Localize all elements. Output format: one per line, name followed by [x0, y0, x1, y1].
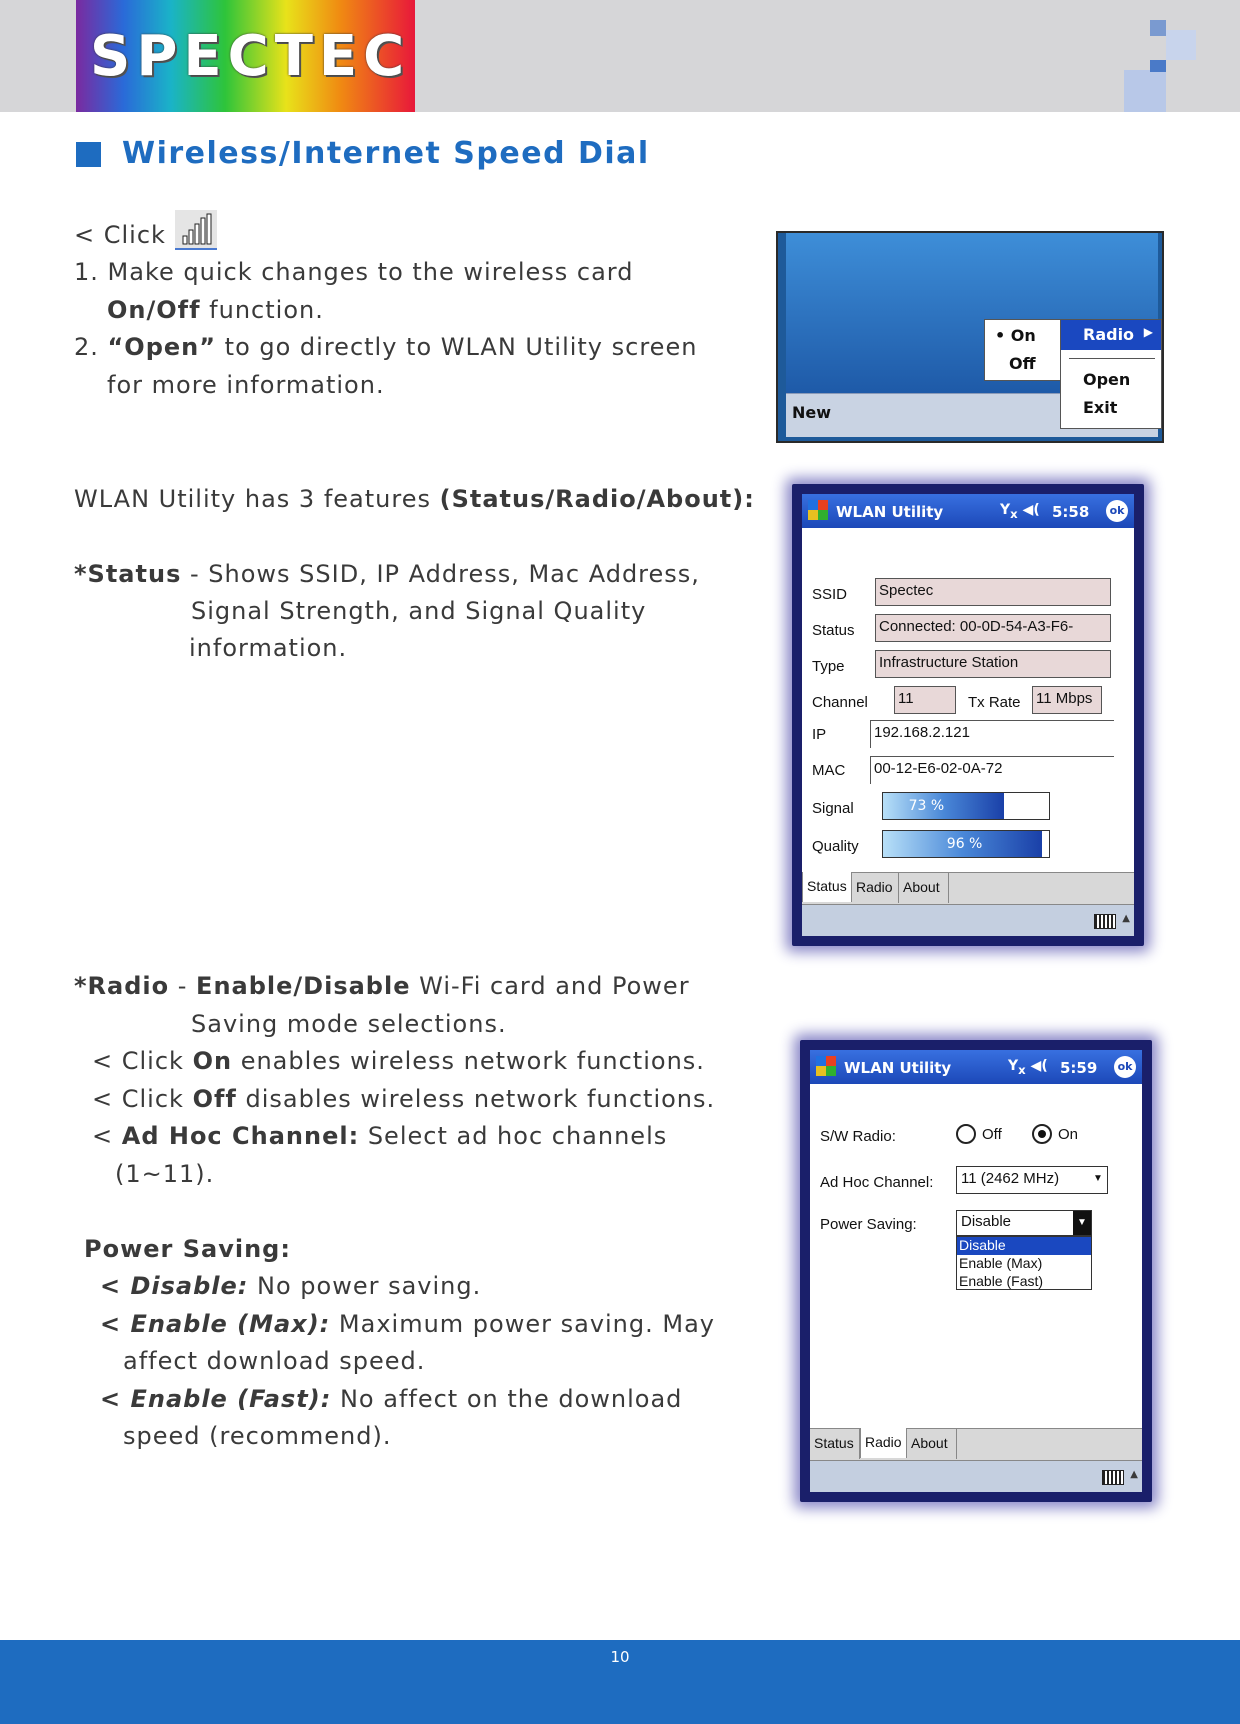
- status-screen-device: [792, 484, 1144, 946]
- windows-start-icon[interactable]: [816, 1056, 836, 1076]
- quality-bar-fill: 96 %: [883, 831, 1042, 857]
- radio-screen: [810, 1050, 1142, 1492]
- input-arrow-icon[interactable]: ▲: [1130, 1469, 1138, 1480]
- type-label: Type: [812, 658, 845, 675]
- tab-radio[interactable]: Radio: [860, 1428, 907, 1458]
- menu-exit[interactable]: Exit: [1083, 398, 1118, 417]
- power-max: [100, 1310, 715, 1338]
- intro-line2b: for more information.: [107, 371, 385, 399]
- tab-radio[interactable]: Radio: [852, 873, 899, 903]
- status-desc-line1: [74, 560, 700, 588]
- signal-icon: [175, 210, 217, 250]
- title-bar: [810, 1050, 1142, 1084]
- off-label: Off: [982, 1126, 1002, 1143]
- ssid-label: SSID: [812, 586, 848, 603]
- spectec-logo: [76, 0, 415, 112]
- radio-adhoc-line: [92, 1122, 667, 1150]
- features-text: WLAN Utility has 3 features: [74, 485, 440, 513]
- radio-desc-line1: [74, 972, 690, 1000]
- radio-off-line: [92, 1085, 715, 1113]
- power-saving-dropdown[interactable]: Disable ▼: [956, 1210, 1092, 1236]
- channel-field: 11: [894, 686, 956, 714]
- page-footer: [0, 1640, 1240, 1724]
- windows-start-icon[interactable]: [808, 500, 828, 520]
- radio-menu: [1060, 319, 1162, 429]
- sw-radio-label: S/W Radio:: [820, 1128, 896, 1145]
- connectivity-icon[interactable]: $Y_x$ ◀(: [1008, 1058, 1048, 1077]
- status-desc-line2: Signal Strength, and Signal Quality: [191, 597, 647, 625]
- radio-dash: -: [169, 972, 197, 1000]
- signal-label: Signal: [812, 800, 854, 817]
- option-enable-max[interactable]: Enable (Max): [959, 1255, 1043, 1271]
- max-rest: Maximum power saving. May: [330, 1310, 716, 1338]
- off-pre: < Click: [92, 1085, 193, 1113]
- ok-button[interactable]: ok: [1114, 1056, 1136, 1078]
- section-bullet: [76, 142, 101, 167]
- clock: 5:58: [1052, 503, 1090, 521]
- radio-label: *Radio: [74, 972, 170, 1000]
- radio-bold: Enable/Disable: [196, 972, 411, 1000]
- signal-bar-fill: 73 %: [883, 793, 1004, 819]
- on-rest: enables wireless network functions.: [232, 1047, 705, 1075]
- radio-screen-device: [800, 1040, 1152, 1502]
- app-title: WLAN Utility: [844, 1059, 952, 1077]
- power-disable: [100, 1272, 481, 1300]
- intro-line2: [74, 333, 697, 361]
- line2-rest: to go directly to WLAN Utility screen: [216, 333, 698, 361]
- chevron-down-icon: ▼: [1089, 1167, 1107, 1193]
- line2-num: 2.: [74, 333, 108, 361]
- input-arrow-icon[interactable]: ▲: [1122, 913, 1130, 924]
- adhoc-label: Ad Hoc Channel:: [820, 1174, 934, 1191]
- status-screen: [802, 494, 1134, 936]
- menu-open[interactable]: Open: [1083, 370, 1131, 389]
- option-disable[interactable]: Disable: [957, 1237, 1091, 1255]
- type-field: Infrastructure Station: [875, 650, 1111, 678]
- features-line: [74, 485, 755, 513]
- tab-status[interactable]: Status: [802, 872, 852, 902]
- menu-on[interactable]: • On: [995, 326, 1036, 345]
- page-number: 10: [610, 1648, 630, 1666]
- on-radio-button[interactable]: [1032, 1124, 1052, 1144]
- status-desc-line3: information.: [189, 634, 348, 662]
- txrate-field: 11 Mbps: [1032, 686, 1102, 714]
- features-bold: (Status/Radio/About):: [439, 485, 755, 513]
- keyboard-icon[interactable]: [1102, 1470, 1124, 1485]
- power-fast-line2: speed (recommend).: [123, 1422, 392, 1450]
- on-pre: < Click: [92, 1047, 193, 1075]
- status-l1: - Shows SSID, IP Address, Mac Address,: [181, 560, 700, 588]
- txrate-label: Tx Rate: [968, 694, 1021, 711]
- adhoc-rest: Select ad hoc channels: [359, 1122, 668, 1150]
- radio-on-line: [92, 1047, 705, 1075]
- quality-label: Quality: [812, 838, 859, 855]
- ip-label: IP: [812, 726, 827, 743]
- adhoc-bold: Ad Hoc Channel:: [121, 1122, 360, 1150]
- status-label: *Status: [74, 560, 182, 588]
- menu-off[interactable]: Off: [1009, 354, 1036, 373]
- deco-square: [1150, 60, 1166, 72]
- soft-key-bar: [810, 1460, 1142, 1492]
- on-label: On: [1058, 1126, 1079, 1143]
- onoff-rest: function.: [200, 296, 324, 324]
- tab-status[interactable]: Status: [810, 1429, 860, 1459]
- click-text: < Click: [74, 221, 166, 249]
- deco-square: [1150, 20, 1166, 36]
- radio-desc-line2: Saving mode selections.: [191, 1010, 507, 1038]
- off-radio-button[interactable]: [956, 1124, 976, 1144]
- adhoc-channel-dropdown[interactable]: 11 (2462 MHz) ▼: [956, 1166, 1108, 1194]
- section-title: Wireless/Internet Speed Dial: [122, 136, 650, 171]
- title-bar: [802, 494, 1134, 528]
- power-title: Power Saving:: [84, 1235, 291, 1263]
- power-fast: [100, 1385, 682, 1413]
- power-max-line2: affect download speed.: [123, 1347, 426, 1375]
- ssid-field: Spectec: [875, 578, 1111, 606]
- connectivity-icon[interactable]: $Y_x$ ◀(: [1000, 502, 1040, 521]
- ok-button[interactable]: ok: [1106, 500, 1128, 522]
- page-header: [0, 0, 1240, 112]
- mac-label: MAC: [812, 762, 846, 779]
- clock: 5:59: [1060, 1059, 1098, 1077]
- power-saving-options: [956, 1236, 1092, 1290]
- status-field: Connected: 00-0D-54-A3-F6-: [875, 614, 1111, 642]
- deco-square: [1166, 30, 1196, 60]
- keyboard-icon[interactable]: [1094, 914, 1116, 929]
- quality-bar: [882, 830, 1050, 858]
- power-saving-label: Power Saving:: [820, 1216, 917, 1233]
- fast-rest: No affect on the download: [331, 1385, 683, 1413]
- fast-bold: < Enable (Fast):: [100, 1385, 332, 1413]
- ip-field: 192.168.2.121: [870, 720, 1114, 748]
- new-softkey[interactable]: New: [792, 403, 832, 422]
- on-bold: On: [192, 1047, 233, 1075]
- onoff-menu: [984, 319, 1062, 381]
- app-title: WLAN Utility: [836, 503, 944, 521]
- radio-adhoc-line2: (1~11).: [115, 1160, 215, 1188]
- off-rest: disables wireless network functions.: [236, 1085, 716, 1113]
- status-label: Status: [812, 622, 855, 639]
- tab-about[interactable]: About: [899, 873, 949, 903]
- mac-field: 00-12-E6-02-0A-72: [870, 756, 1114, 784]
- soft-key-bar: [802, 904, 1134, 936]
- disable-bold: < Disable:: [100, 1272, 249, 1300]
- tab-strip: [810, 1428, 1142, 1460]
- channel-label: Channel: [812, 694, 868, 711]
- open-bold: “Open”: [107, 333, 217, 361]
- tab-strip: [802, 872, 1134, 904]
- intro-line1: 1. Make quick changes to the wireless card: [74, 258, 634, 286]
- logo-text: SPECTEC: [90, 24, 411, 89]
- onoff-bold: On/Off: [107, 296, 201, 324]
- intro-line1b: [107, 296, 324, 324]
- taskbar-menu-screenshot: [776, 231, 1164, 443]
- disable-rest: No power saving.: [248, 1272, 482, 1300]
- signal-bar: [882, 792, 1050, 820]
- radio-rest: Wi-Fi card and Power: [410, 972, 690, 1000]
- option-enable-fast[interactable]: Enable (Fast): [959, 1273, 1044, 1289]
- adhoc-pre: <: [92, 1122, 122, 1150]
- tab-about[interactable]: About: [907, 1429, 957, 1459]
- deco-square: [1124, 70, 1166, 112]
- off-bold: Off: [192, 1085, 237, 1113]
- max-bold: < Enable (Max):: [100, 1310, 331, 1338]
- menu-radio[interactable]: Radio ▶: [1061, 320, 1161, 350]
- chevron-down-icon: ▼: [1073, 1211, 1091, 1235]
